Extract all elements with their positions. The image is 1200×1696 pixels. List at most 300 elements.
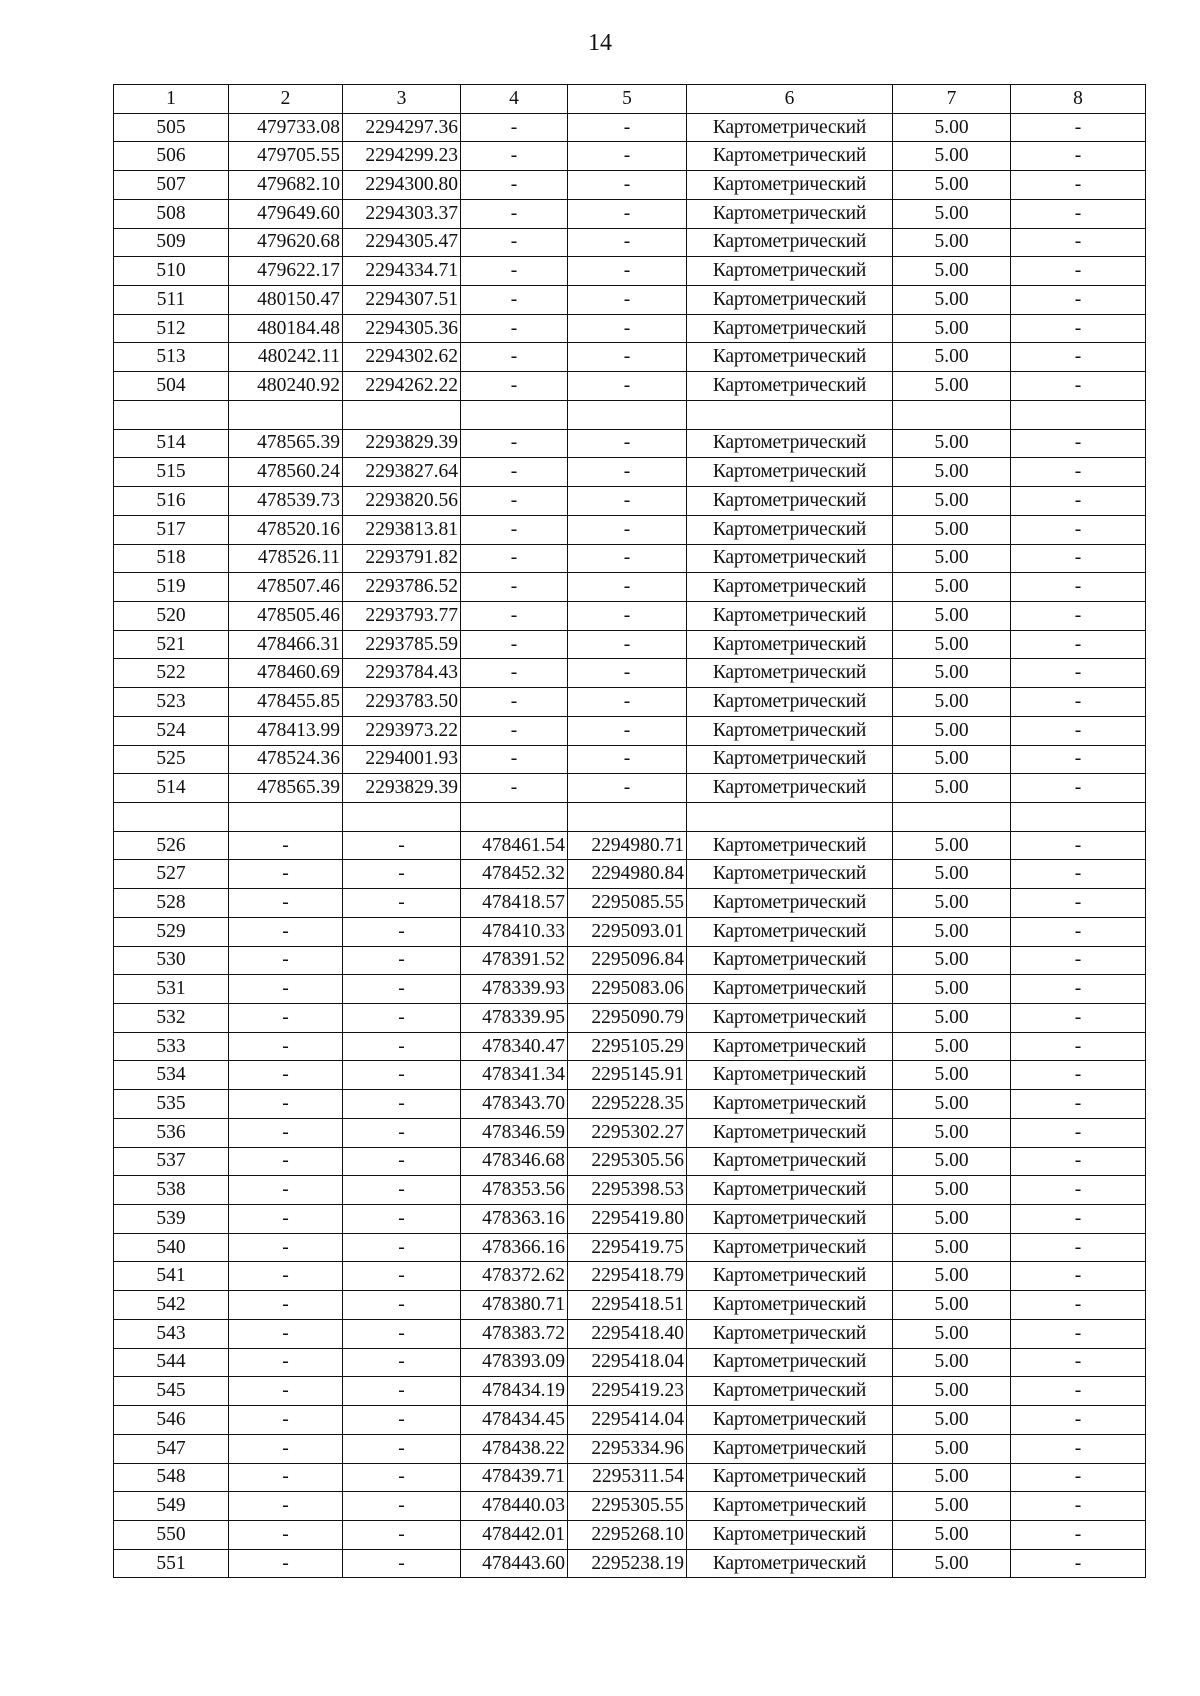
table-cell: 478461.54 <box>461 831 568 860</box>
table-cell: Картометрический <box>687 429 893 458</box>
table-cell: - <box>229 1291 343 1320</box>
table-cell: 525 <box>114 745 229 774</box>
table-cell: 537 <box>114 1147 229 1176</box>
table-cell: 479682.10 <box>229 171 343 200</box>
table-cell: - <box>343 1463 461 1492</box>
table-cell: 5.00 <box>893 286 1011 315</box>
table-row <box>114 1176 1146 1205</box>
table-cell: 2295305.55 <box>568 1492 687 1521</box>
table-cell: 2295268.10 <box>568 1520 687 1549</box>
table-cell: 522 <box>114 659 229 688</box>
table-cell: 5.00 <box>893 314 1011 343</box>
table-cell: 2295419.80 <box>568 1205 687 1234</box>
table-cell: 5.00 <box>893 458 1011 487</box>
table-row <box>114 544 1146 573</box>
table-cell: - <box>1011 1291 1146 1320</box>
table-cell: 5.00 <box>893 199 1011 228</box>
table-cell: - <box>1011 257 1146 286</box>
table-row <box>114 745 1146 774</box>
table-cell: 527 <box>114 860 229 889</box>
table-cell: 505 <box>114 113 229 142</box>
table-cell <box>1011 802 1146 831</box>
table-row <box>114 372 1146 401</box>
table-cell: - <box>343 1205 461 1234</box>
table-cell: 516 <box>114 487 229 516</box>
table-cell <box>229 400 343 429</box>
table-cell: 5.00 <box>893 1348 1011 1377</box>
table-cell: - <box>1011 1520 1146 1549</box>
table-cell: - <box>1011 228 1146 257</box>
table-cell: 478505.46 <box>229 601 343 630</box>
table-cell: - <box>1011 659 1146 688</box>
table-cell: - <box>1011 1319 1146 1348</box>
table-cell: 5.00 <box>893 601 1011 630</box>
table-cell: - <box>229 1090 343 1119</box>
table-cell: - <box>1011 688 1146 717</box>
table-cell: 478565.39 <box>229 429 343 458</box>
table-cell: - <box>1011 889 1146 918</box>
table-row <box>114 917 1146 946</box>
table-cell: 551 <box>114 1549 229 1578</box>
table-cell: 544 <box>114 1348 229 1377</box>
table-cell: 478443.60 <box>461 1549 568 1578</box>
table-cell: - <box>229 1348 343 1377</box>
table-cell: 5.00 <box>893 544 1011 573</box>
table-cell: - <box>461 429 568 458</box>
table-row <box>114 1147 1146 1176</box>
table-cell: 480184.48 <box>229 314 343 343</box>
table-cell: 2294302.62 <box>343 343 461 372</box>
table-cell: - <box>461 113 568 142</box>
table-cell: - <box>1011 286 1146 315</box>
table-cell: - <box>461 601 568 630</box>
table-cell: Картометрический <box>687 1520 893 1549</box>
table-cell: - <box>1011 372 1146 401</box>
table-cell: Картометрический <box>687 1233 893 1262</box>
table-cell: - <box>229 946 343 975</box>
table-row <box>114 487 1146 516</box>
table-cell: - <box>229 1176 343 1205</box>
table-cell: 508 <box>114 199 229 228</box>
table-row <box>114 573 1146 602</box>
table-cell: 2293784.43 <box>343 659 461 688</box>
table-cell: 535 <box>114 1090 229 1119</box>
table-cell: 478434.45 <box>461 1406 568 1435</box>
table-row <box>114 1262 1146 1291</box>
table-cell: - <box>1011 745 1146 774</box>
table-cell: - <box>229 1434 343 1463</box>
table-cell: 478460.69 <box>229 659 343 688</box>
table-cell: 478439.71 <box>461 1463 568 1492</box>
table-row <box>114 889 1146 918</box>
table-cell: - <box>1011 1061 1146 1090</box>
table-cell: 510 <box>114 257 229 286</box>
table-row <box>114 860 1146 889</box>
table-cell: - <box>1011 573 1146 602</box>
table-cell: - <box>1011 515 1146 544</box>
table-cell: Картометрический <box>687 831 893 860</box>
table-cell: 5.00 <box>893 946 1011 975</box>
table-body <box>114 113 1146 1578</box>
table-row <box>114 1319 1146 1348</box>
table-cell: 5.00 <box>893 630 1011 659</box>
table-cell: 2293793.77 <box>343 601 461 630</box>
table-cell: 5.00 <box>893 573 1011 602</box>
table-cell: 539 <box>114 1205 229 1234</box>
table-cell: 509 <box>114 228 229 257</box>
table-cell: - <box>1011 1118 1146 1147</box>
table-cell: 542 <box>114 1291 229 1320</box>
table-cell: - <box>1011 1377 1146 1406</box>
table-cell: 543 <box>114 1319 229 1348</box>
table-cell: - <box>343 1176 461 1205</box>
table-cell: 2294303.37 <box>343 199 461 228</box>
table-row <box>114 314 1146 343</box>
table-cell: 5.00 <box>893 745 1011 774</box>
table-cell: 2294980.71 <box>568 831 687 860</box>
table-cell: 479649.60 <box>229 199 343 228</box>
table-cell: Картометрический <box>687 889 893 918</box>
table-cell: 5.00 <box>893 429 1011 458</box>
table-cell: 479620.68 <box>229 228 343 257</box>
table-cell: - <box>1011 1004 1146 1033</box>
table-cell: - <box>461 286 568 315</box>
table-row <box>114 630 1146 659</box>
table-cell <box>229 802 343 831</box>
table-cell: - <box>229 1492 343 1521</box>
table-cell: 549 <box>114 1492 229 1521</box>
table-cell: 5.00 <box>893 1406 1011 1435</box>
table-row <box>114 429 1146 458</box>
table-cell: 2295105.29 <box>568 1032 687 1061</box>
table-cell: Картометрический <box>687 716 893 745</box>
table-cell: 478383.72 <box>461 1319 568 1348</box>
table-cell: - <box>229 975 343 1004</box>
table-cell: 2293783.50 <box>343 688 461 717</box>
table-cell: - <box>461 745 568 774</box>
table-cell: 515 <box>114 458 229 487</box>
table-cell: 2293829.39 <box>343 774 461 803</box>
table-cell: 2294980.84 <box>568 860 687 889</box>
table-cell: 5.00 <box>893 1032 1011 1061</box>
table-cell: 2295145.91 <box>568 1061 687 1090</box>
table-cell: 548 <box>114 1463 229 1492</box>
table-cell: - <box>1011 458 1146 487</box>
table-cell: - <box>343 1377 461 1406</box>
table-cell: - <box>343 1004 461 1033</box>
table-header-row <box>114 85 1146 114</box>
table-row <box>114 1549 1146 1578</box>
table-cell: 532 <box>114 1004 229 1033</box>
table-cell <box>687 400 893 429</box>
table-cell: 478366.16 <box>461 1233 568 1262</box>
column-header: 5 <box>568 85 687 114</box>
table-cell: 2293785.59 <box>343 630 461 659</box>
table-cell: 478413.99 <box>229 716 343 745</box>
table-cell: - <box>568 601 687 630</box>
table-cell: - <box>343 860 461 889</box>
table-cell: Картометрический <box>687 228 893 257</box>
table-cell: Картометрический <box>687 515 893 544</box>
table-cell: - <box>1011 831 1146 860</box>
table-cell: - <box>343 1061 461 1090</box>
table-cell: - <box>1011 1406 1146 1435</box>
table-cell: - <box>1011 1090 1146 1119</box>
table-cell: 514 <box>114 774 229 803</box>
table-cell: 5.00 <box>893 372 1011 401</box>
table-row <box>114 601 1146 630</box>
table-cell: Картометрический <box>687 946 893 975</box>
table-cell: - <box>343 917 461 946</box>
table-cell: 2295305.56 <box>568 1147 687 1176</box>
column-header: 1 <box>114 85 229 114</box>
table-cell: - <box>568 487 687 516</box>
table-cell: - <box>1011 1233 1146 1262</box>
table-cell: - <box>461 372 568 401</box>
table-cell: - <box>461 171 568 200</box>
table-cell: 480240.92 <box>229 372 343 401</box>
table-cell: 2295238.19 <box>568 1549 687 1578</box>
table-row <box>114 1492 1146 1521</box>
table-cell: - <box>343 946 461 975</box>
table-cell: 2295302.27 <box>568 1118 687 1147</box>
table-row <box>114 1463 1146 1492</box>
table-row <box>114 257 1146 286</box>
table-cell: 521 <box>114 630 229 659</box>
table-cell: Картометрический <box>687 171 893 200</box>
table-cell: 5.00 <box>893 343 1011 372</box>
table-cell: - <box>1011 1348 1146 1377</box>
table-cell: Картометрический <box>687 774 893 803</box>
table-cell: - <box>343 1291 461 1320</box>
table-cell: - <box>343 1319 461 1348</box>
table-cell: - <box>1011 142 1146 171</box>
table-cell <box>343 400 461 429</box>
table-row <box>114 1205 1146 1234</box>
table-cell: - <box>461 716 568 745</box>
table-cell: - <box>461 659 568 688</box>
table-cell: - <box>229 889 343 918</box>
table-cell: - <box>568 113 687 142</box>
table-cell: 478434.19 <box>461 1377 568 1406</box>
table-cell: Картометрический <box>687 1463 893 1492</box>
table-cell: 480242.11 <box>229 343 343 372</box>
column-header: 3 <box>343 85 461 114</box>
table-cell: - <box>568 142 687 171</box>
table-cell: 478393.09 <box>461 1348 568 1377</box>
table-cell: 531 <box>114 975 229 1004</box>
table-cell: 5.00 <box>893 1118 1011 1147</box>
table-cell: 479733.08 <box>229 113 343 142</box>
table-cell: 526 <box>114 831 229 860</box>
table-row <box>114 286 1146 315</box>
table-cell: - <box>1011 171 1146 200</box>
table-cell: Картометрический <box>687 1147 893 1176</box>
table-cell: - <box>1011 113 1146 142</box>
table-cell: - <box>1011 544 1146 573</box>
table-cell: 512 <box>114 314 229 343</box>
table-cell: 2295418.40 <box>568 1319 687 1348</box>
table-cell: 5.00 <box>893 1176 1011 1205</box>
table-cell: 478438.22 <box>461 1434 568 1463</box>
table-cell: 5.00 <box>893 889 1011 918</box>
table-cell: 504 <box>114 372 229 401</box>
table-cell <box>461 400 568 429</box>
table-cell: 518 <box>114 544 229 573</box>
table-row <box>114 946 1146 975</box>
table-cell: 2293827.64 <box>343 458 461 487</box>
table-cell: - <box>229 1262 343 1291</box>
table-row <box>114 1233 1146 1262</box>
table-cell: 2295418.04 <box>568 1348 687 1377</box>
table-cell: - <box>568 458 687 487</box>
table-cell: 5.00 <box>893 1434 1011 1463</box>
table-cell: 514 <box>114 429 229 458</box>
table-cell: 2294300.80 <box>343 171 461 200</box>
coordinates-table <box>113 84 1146 1578</box>
table-cell: 478526.11 <box>229 544 343 573</box>
table-cell: - <box>461 199 568 228</box>
table-cell: - <box>1011 1032 1146 1061</box>
separator-row <box>114 802 1146 831</box>
table-cell: - <box>343 1549 461 1578</box>
table-cell: 478455.85 <box>229 688 343 717</box>
table-cell: - <box>1011 1492 1146 1521</box>
table-row <box>114 1118 1146 1147</box>
table-cell: Картометрический <box>687 1348 893 1377</box>
table-cell: 523 <box>114 688 229 717</box>
table-cell: Картометрический <box>687 630 893 659</box>
table-cell: Картометрический <box>687 688 893 717</box>
table-cell: - <box>568 515 687 544</box>
table-cell: 478363.16 <box>461 1205 568 1234</box>
table-cell: 478339.95 <box>461 1004 568 1033</box>
table-cell <box>343 802 461 831</box>
column-header: 8 <box>1011 85 1146 114</box>
table-cell <box>461 802 568 831</box>
table-row <box>114 199 1146 228</box>
table-cell: 5.00 <box>893 257 1011 286</box>
table-cell: Картометрический <box>687 1549 893 1578</box>
table-cell: - <box>1011 1205 1146 1234</box>
table-cell: 5.00 <box>893 1090 1011 1119</box>
table-row <box>114 1348 1146 1377</box>
table-cell: - <box>568 199 687 228</box>
table-row <box>114 659 1146 688</box>
table-cell: - <box>1011 1262 1146 1291</box>
table-row <box>114 1090 1146 1119</box>
table-cell: Картометрический <box>687 286 893 315</box>
table-cell: 478353.56 <box>461 1176 568 1205</box>
table-cell: 5.00 <box>893 1319 1011 1348</box>
table-cell: Картометрический <box>687 1032 893 1061</box>
table-cell: - <box>1011 975 1146 1004</box>
table-cell: 2294001.93 <box>343 745 461 774</box>
table-cell: 478341.34 <box>461 1061 568 1090</box>
table-cell: - <box>1011 716 1146 745</box>
table-cell <box>568 802 687 831</box>
table-cell: 5.00 <box>893 1520 1011 1549</box>
table-cell: - <box>568 429 687 458</box>
table-cell: Картометрический <box>687 1291 893 1320</box>
table-cell: - <box>568 688 687 717</box>
table-cell: - <box>1011 860 1146 889</box>
table-cell: 478466.31 <box>229 630 343 659</box>
table-row <box>114 171 1146 200</box>
table-cell: - <box>229 1147 343 1176</box>
table-cell: - <box>1011 946 1146 975</box>
table-row <box>114 774 1146 803</box>
table-cell: 511 <box>114 286 229 315</box>
table-cell: - <box>461 573 568 602</box>
table-cell: Картометрический <box>687 1377 893 1406</box>
table-cell: - <box>461 458 568 487</box>
table-cell: Картометрический <box>687 343 893 372</box>
table-cell: 5.00 <box>893 1061 1011 1090</box>
table-cell: - <box>1011 199 1146 228</box>
table-cell: - <box>229 1520 343 1549</box>
table-cell: - <box>461 688 568 717</box>
table-cell: 5.00 <box>893 1291 1011 1320</box>
table-cell: - <box>1011 601 1146 630</box>
table-cell: 5.00 <box>893 774 1011 803</box>
table-cell: Картометрический <box>687 1492 893 1521</box>
table-cell: Картометрический <box>687 1319 893 1348</box>
table-cell: 5.00 <box>893 831 1011 860</box>
table-cell: - <box>229 1032 343 1061</box>
table-cell: 513 <box>114 343 229 372</box>
table-cell: Картометрический <box>687 1118 893 1147</box>
table-cell: 5.00 <box>893 113 1011 142</box>
table-cell: - <box>229 1549 343 1578</box>
table-cell: 5.00 <box>893 1147 1011 1176</box>
table-cell: 5.00 <box>893 975 1011 1004</box>
table-cell: 2294262.22 <box>343 372 461 401</box>
separator-row <box>114 400 1146 429</box>
table-cell: 2294307.51 <box>343 286 461 315</box>
table-cell: 520 <box>114 601 229 630</box>
table-cell: 507 <box>114 171 229 200</box>
table-cell <box>687 802 893 831</box>
table-cell: Картометрический <box>687 1262 893 1291</box>
table-cell <box>893 400 1011 429</box>
table-cell: - <box>568 257 687 286</box>
table-cell: Картометрический <box>687 458 893 487</box>
table-cell: - <box>343 1406 461 1435</box>
table-cell: - <box>229 917 343 946</box>
table-cell: 2295419.23 <box>568 1377 687 1406</box>
table-cell: - <box>461 487 568 516</box>
table-cell: 541 <box>114 1262 229 1291</box>
table-cell: 2293829.39 <box>343 429 461 458</box>
table-cell: 5.00 <box>893 1492 1011 1521</box>
table-row <box>114 1291 1146 1320</box>
table-row <box>114 831 1146 860</box>
table-cell: - <box>1011 1463 1146 1492</box>
table-cell: - <box>1011 1549 1146 1578</box>
table-cell: 478340.47 <box>461 1032 568 1061</box>
table-cell: 478520.16 <box>229 515 343 544</box>
table-cell: - <box>343 889 461 918</box>
table-cell: 546 <box>114 1406 229 1435</box>
table-cell: 478418.57 <box>461 889 568 918</box>
table-cell: Картометрический <box>687 372 893 401</box>
table-cell: Картометрический <box>687 1061 893 1090</box>
table-cell: - <box>343 1492 461 1521</box>
table-cell <box>568 400 687 429</box>
table-row <box>114 1434 1146 1463</box>
table-row <box>114 228 1146 257</box>
